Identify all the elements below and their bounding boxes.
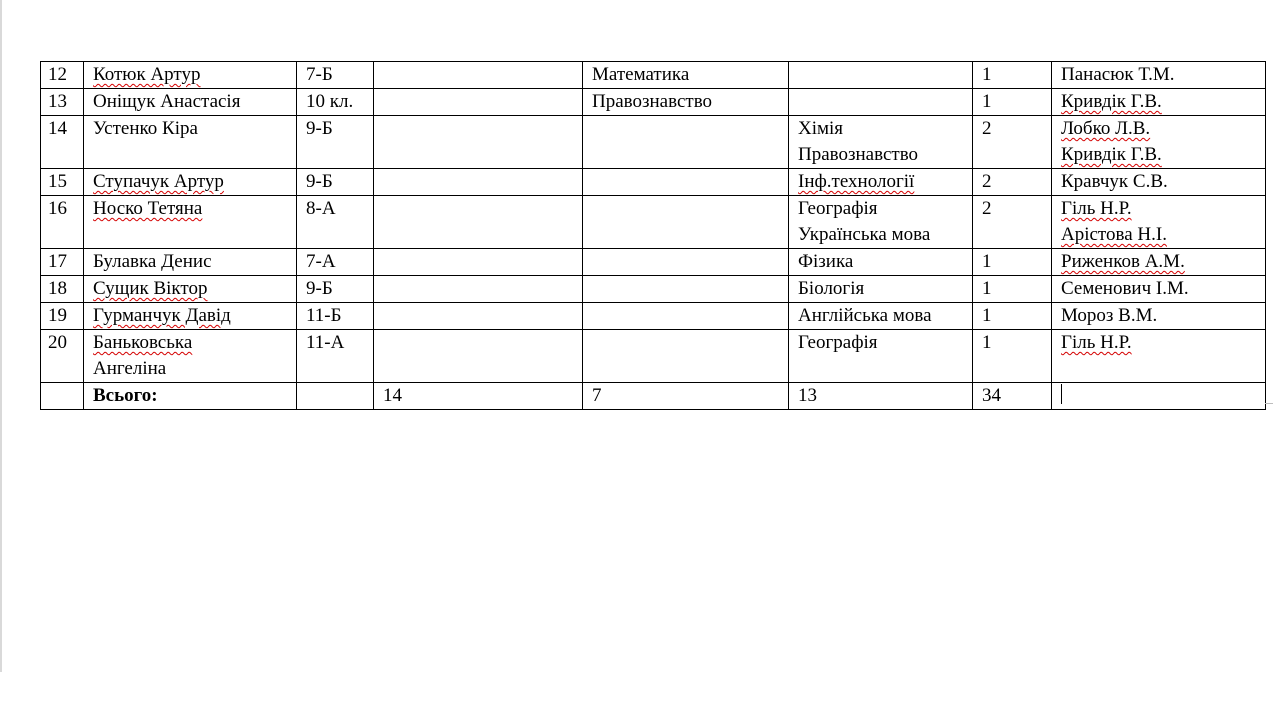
teacher-name[interactable]: Кривдік Г.В.: [1052, 89, 1266, 116]
total-col4[interactable]: 14: [374, 383, 583, 410]
cell-col6[interactable]: Англійська мова: [789, 303, 973, 330]
page-bottom-area: [0, 672, 1282, 719]
total-number-cell[interactable]: [41, 383, 84, 410]
student-class[interactable]: 11-Б: [297, 303, 374, 330]
student-class[interactable]: 10 кл.: [297, 89, 374, 116]
cell-col4[interactable]: [374, 89, 583, 116]
table-row: [41, 249, 1266, 276]
table-row: [41, 276, 1266, 303]
cell-col6[interactable]: Інф.технології: [789, 169, 973, 196]
cell-col6[interactable]: [789, 89, 973, 116]
cell-col5[interactable]: [583, 116, 789, 169]
student-class[interactable]: 8-А: [297, 196, 374, 249]
subject-count[interactable]: 1: [973, 89, 1052, 116]
teacher-name[interactable]: Лобко Л.В. Кривдік Г.В.: [1052, 116, 1266, 169]
student-name[interactable]: Сущик Віктор: [84, 276, 297, 303]
teacher-name[interactable]: Гіль Н.Р. Арістова Н.І.: [1052, 196, 1266, 249]
total-row: [41, 383, 1266, 410]
row-number[interactable]: 19: [41, 303, 84, 330]
subject-count[interactable]: 1: [973, 330, 1052, 383]
row-number[interactable]: 13: [41, 89, 84, 116]
table-row: [41, 116, 1266, 169]
subject-count[interactable]: 1: [973, 62, 1052, 89]
table-row: [41, 89, 1266, 116]
cell-col5[interactable]: [583, 169, 789, 196]
student-name[interactable]: Устенко Кіра: [84, 116, 297, 169]
cell-col4[interactable]: [374, 249, 583, 276]
participants-table: [40, 61, 1266, 410]
teacher-name[interactable]: Кравчук С.В.: [1052, 169, 1266, 196]
row-number[interactable]: 14: [41, 116, 84, 169]
cell-col5[interactable]: [583, 196, 789, 249]
teacher-name[interactable]: Риженков А.М.: [1052, 249, 1266, 276]
student-class[interactable]: 11-А: [297, 330, 374, 383]
cell-col5[interactable]: [583, 303, 789, 330]
row-number[interactable]: 15: [41, 169, 84, 196]
student-class[interactable]: 7-А: [297, 249, 374, 276]
total-class-cell[interactable]: [297, 383, 374, 410]
cell-col5[interactable]: Правознавство: [583, 89, 789, 116]
subject-count[interactable]: 2: [973, 169, 1052, 196]
teacher-name[interactable]: Мороз В.М.: [1052, 303, 1266, 330]
cell-col4[interactable]: [374, 276, 583, 303]
total-label[interactable]: Всього:: [84, 383, 297, 410]
cell-col6[interactable]: Біологія: [789, 276, 973, 303]
total-col6[interactable]: 13: [789, 383, 973, 410]
cell-col4[interactable]: [374, 330, 583, 383]
row-number[interactable]: 17: [41, 249, 84, 276]
cell-col4[interactable]: [374, 303, 583, 330]
student-name[interactable]: Оніщук Анастасія: [84, 89, 297, 116]
subject-count[interactable]: 2: [973, 196, 1052, 249]
row-number[interactable]: 16: [41, 196, 84, 249]
student-class[interactable]: 7-Б: [297, 62, 374, 89]
table-row: [41, 330, 1266, 383]
student-class[interactable]: 9-Б: [297, 276, 374, 303]
table-row: [41, 196, 1266, 249]
row-number[interactable]: 18: [41, 276, 84, 303]
subject-count[interactable]: 2: [973, 116, 1052, 169]
total-teacher-cell[interactable]: [1052, 383, 1266, 410]
cell-col4[interactable]: [374, 116, 583, 169]
teacher-name[interactable]: Семенович І.М.: [1052, 276, 1266, 303]
cell-col4[interactable]: [374, 196, 583, 249]
table-row: [41, 169, 1266, 196]
cell-col4[interactable]: [374, 62, 583, 89]
subject-count[interactable]: 1: [973, 276, 1052, 303]
page-left-edge: [0, 0, 2, 672]
cell-col6[interactable]: Географія: [789, 330, 973, 383]
student-name[interactable]: Носко Тетяна: [84, 196, 297, 249]
cell-col4[interactable]: [374, 169, 583, 196]
table-row: [41, 303, 1266, 330]
student-class[interactable]: 9-Б: [297, 169, 374, 196]
cell-col6[interactable]: [789, 62, 973, 89]
cell-col6[interactable]: Хімія Правознавство: [789, 116, 973, 169]
student-name[interactable]: Гурманчук Давід: [84, 303, 297, 330]
row-number[interactable]: 20: [41, 330, 84, 383]
cell-col5[interactable]: [583, 330, 789, 383]
table-row: [41, 62, 1266, 89]
student-class[interactable]: 9-Б: [297, 116, 374, 169]
row-number[interactable]: 12: [41, 62, 84, 89]
total-count[interactable]: 34: [973, 383, 1052, 410]
cell-col6[interactable]: Фізика: [789, 249, 973, 276]
cell-col6[interactable]: Географія Українська мова: [789, 196, 973, 249]
cell-col5[interactable]: Математика: [583, 62, 789, 89]
table-end-marker: [1265, 403, 1273, 404]
subject-count[interactable]: 1: [973, 249, 1052, 276]
cell-col5[interactable]: [583, 249, 789, 276]
text-cursor: [1061, 384, 1062, 404]
total-col5[interactable]: 7: [583, 383, 789, 410]
student-name[interactable]: Котюк Артур: [84, 62, 297, 89]
teacher-name[interactable]: Гіль Н.Р.: [1052, 330, 1266, 383]
student-name[interactable]: Булавка Денис: [84, 249, 297, 276]
cell-col5[interactable]: [583, 276, 789, 303]
subject-count[interactable]: 1: [973, 303, 1052, 330]
student-name[interactable]: Баньковська Ангеліна: [84, 330, 297, 383]
teacher-name[interactable]: Панасюк Т.М.: [1052, 62, 1266, 89]
student-name[interactable]: Ступачук Артур: [84, 169, 297, 196]
